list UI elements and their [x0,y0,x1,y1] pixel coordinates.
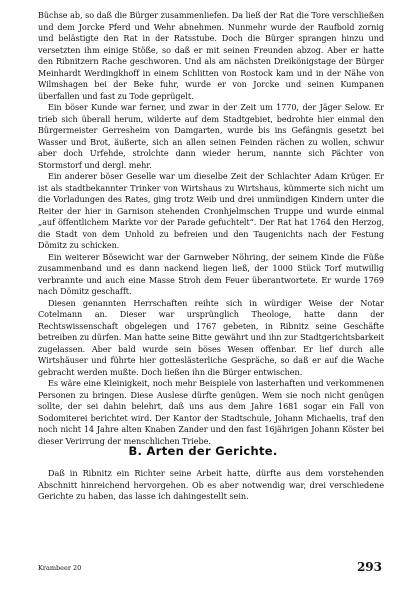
paragraph-3: Ein anderer böser Geselle war um dieselbe Zeit der Schlachter Adam Krüger. Er ist als stadtbekannter Trinker von Wirtshaus zu Wirtshaus, kümmerte sich nicht um die Vorladungen des Rates, ging trotz Weib und drei unmündigen Kindern unter die Reiter der hier in Garnison stehenden Cronhjelmschen Truppe und wurde einmal „auf öffentlichem Markte vor der Parade gefuchtelt“. Der Rat hat 1764 den Herzog, die Stadt von dem Unhold zu befreien und den Taugenichts nach der Festung Dömitz zu schicken. [38,171,384,250]
paragraph-1: Büchse ab, so daß die Bürger zusammenliefen. Da ließ der Rat die Tore verschließen und dem Jorcke Pferd und Wehr abnehmen. Nunmehr wurde der Raufbold zornig und belästigte den Rat in der Ratsstube. Doch die Bürger sprangen hinzu und versetzten ihm einige Stöße, so daß er mit seinen Freunden abzog. Aber er hatte den Ribnitzern Rache geschworen. Und als am nächsten Dreikönigstage der Bürger Meinhardt Werdingkhoff in einem Schlitten von Rostock kam und in der Nähe von Wilmshagen bei der Beke fuhr, wurde er von Jorcke und seinen Kumpanen überfallen und fast zu Tode geprügelt. [38,10,384,101]
paragraph-7: Daß in Ribnitz ein Richter seine Arbeit hatte, dürfte aus dem vorstehenden Abschnitt hinreichend hervorgehen. Ob es aber notwendig war, drei verschiedene Gerichte zu haben, das lasse ich dahingestellt sein. [38,468,384,501]
paragraph-6: Es wäre eine Kleinigkeit, noch mehr Beispiele von lasterhaften und verkommenen Personen zu bringen. Diese Auslese dürfte genügen. Wem sie noch nicht genügen sollte, der sei dahin belehrt, daß uns aus dem Jahre 1681 sogar ein Fall von Sodomiterei berichtet wird. Der Kantor der Stadtschule, Johann Michaelis, traf den noch nicht 14 Jahre alten Knaben Zander und den fast 16jährigen Johann Köster bei dieser Verirrung der menschlichen Triebe. [38,378,384,446]
section-heading: B. Arten der Gerichte. [128,444,278,458]
body-text [38,10,384,447]
paragraph-2: Ein böser Kunde war ferner, und zwar in der Zeit um 1770, der Jäger Selow. Er trieb sich überall herum, wilderte auf dem Stadtgebiet, bedrohte hier einmal den Bürgermeister Gerresheim von Damgarten, wurde bis ins Gefängnis gesetzt bei Wasser und Brot, äußerte, sich an allen seinen Feinden rächen zu wollen, schwur aber doch Urfehde, strolchte dann wieder herum, nannte sich Pächter von Stormstorf und dergl. mehr. [38,102,384,170]
section-body-text [38,468,384,503]
printer-signature: Krambeer 20 [38,564,82,572]
paragraph-4: Ein weiterer Bösewicht war der Garnweber Nöhring, der seinem Kinde die Füße zusammenband und es dann nackend liegen ließ, der 1000 Stück Torf mutwillig verbrannte und auch eine Masse Stroh dem Feuer überantwortete. Er wurde 1769 nach Dömitz geschafft. [38,251,384,296]
paragraph-5: Diesen genannten Herrschaften reihte sich in würdiger Weise der Notar Cotelmann an. Dieser war ursprünglich Theologe, hatte dann der Rechtswissenschaft obgelegen und 1767 gebeten, in Ribnitz seine Geschäfte betreiben zu dürfen. Man hatte seine Bitte gewährt und ihn zur Stadtgerichtsbarkeit zugelassen. Aber bald wurde sein böses Wesen offenbar. Er lief durch alle Wirtshäuser und führte hier gotteslästerliche Gespräche, so daß er auf die Wache gebracht werden mußte. Doch ließen ihn die Bürger entwischen. [38,297,384,377]
page-number: 293 [356,560,382,574]
